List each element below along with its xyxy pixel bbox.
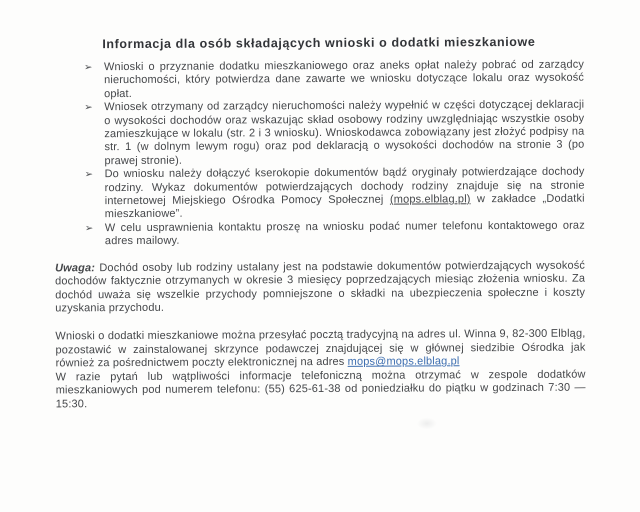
arrow-bullet-icon: ➢ — [84, 102, 93, 114]
email-link[interactable]: mops@mops.elblag.pl — [347, 355, 460, 369]
note-paragraph — [55, 259, 585, 316]
list-item — [85, 166, 585, 222]
mailing-paragraph — [55, 328, 585, 372]
arrow-bullet-icon: ➢ — [84, 223, 94, 235]
list-item — [84, 99, 584, 169]
website-link: (mops.elblag.pl) — [389, 193, 471, 206]
bullet-text: W celu usprawnienia kontaktu proszę na wniosku podać numer telefonu kontaktowego oraz adres mailowy. — [104, 219, 585, 248]
bullet-text: Wnioski o przyznanie dodatku mieszkaniowego oraz aneks opłat należy pobrać od zarządcy nieruchomości, który potwierdza dane zawarte we wniosku dotyczące lokalu oraz wysokość opłat. — [103, 58, 585, 100]
arrow-bullet-icon: ➢ — [84, 169, 94, 181]
list-item — [84, 59, 584, 102]
bullet-text-segment: Do wniosku należy dołączyć kserokopie dokumentów bądź oryginały potwierdzające dochody rodziny. Wykaz dokumentów potwierdzających dochody rodziny znajduje się na stronie internetowej Miejskiego Ośrodka Pomocy Społecznej — [104, 165, 585, 208]
phone-info-paragraph: W razie pytań lub wątpliwości informacje telefoniczną można otrzymać w zespole dodatków mieszkaniowych pod numerem telefonu: (55) 625-61-38 od poniedziałku do piątku w godzinach 7:30 — 15:30. — [55, 368, 586, 411]
bullet-text — [105, 166, 585, 222]
bullet-text: Wniosek otrzymany od zarządcy nieruchomości należy wypełnić w części dotyczącej deklaracji o wysokości dochodów oraz wskazując skład osobowy rodziny uwzględniając wszystkie osoby zamieszkujące w lokalu (str. 2 i 3 wniosku). Wnioskodawca zobowiązany jest złożyć podpisy na str. 1 (w dolnym lewym rogu) oraz pod deklaracją o wysokości dochodów na stronie 3 (po prawej stronie). — [104, 98, 585, 167]
bullet-text-segment: w zakładce „Dodatki mieszkaniowe”. — [104, 192, 585, 221]
bullet-list — [84, 59, 585, 249]
arrow-bullet-icon: ➢ — [83, 62, 93, 74]
note-text: Dochód osoby lub rodziny ustalany jest na podstawie dokumentów potwierdzających wysokość dochodów faktycznie otrzymanych w okresie 3 miesięcy poprzedzających miesiąc złożenia wniosku. Za dochód uważa się wszelkie przychody pomniejszone o składki na ubezpieczenia społeczne i koszty uzyskania przychodu. — [55, 259, 586, 315]
note-label: Uwaga: — [55, 261, 96, 275]
mailing-text: Wnioski o dodatki mieszkaniowe można przesyłać pocztą tradycyjną na adres ul. Winna 9, 82-300 Elbląg, pozostawić w zainstalowanej skrzynce podawczej znajdującej się w głównej siedzibie Ośrodka jak również za pośrednictwem poczty elektronicznej na adres — [55, 327, 586, 370]
list-item — [85, 219, 585, 248]
scan-artifact — [417, 417, 437, 429]
page-title: Informacja dla osób składających wnioski o dodatki mieszkaniowe — [102, 34, 536, 52]
